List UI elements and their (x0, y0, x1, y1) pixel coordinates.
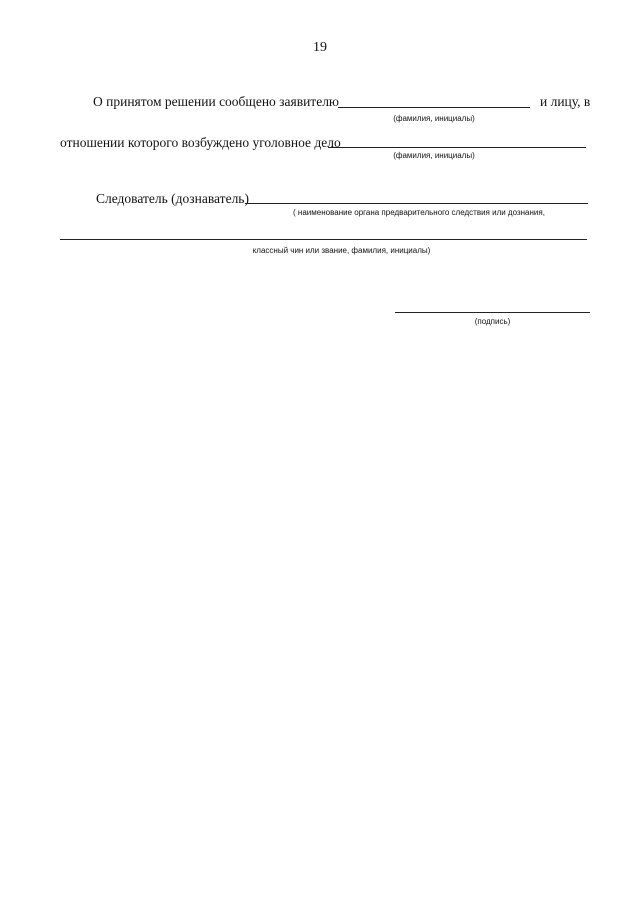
investigator-label: Следователь (дознаватель) (96, 191, 249, 206)
signature-field[interactable] (395, 312, 590, 313)
rank-name-field[interactable] (60, 239, 587, 240)
criminal-case-text: отношении которого возбуждено уголовное дело (60, 135, 341, 150)
notification-text: О принятом решении сообщено заявителю (93, 94, 340, 109)
investigator-field[interactable] (245, 203, 588, 204)
page-number: 19 (313, 40, 327, 55)
rank-name-caption: классный чин или звание, фамилия, инициалы) (252, 246, 431, 255)
signature-caption: (подпись) (474, 317, 511, 326)
applicant-name-field[interactable] (338, 107, 530, 108)
investigative-body-caption: ( наименование органа предварительного следствия или дознания, (293, 208, 545, 217)
accused-name-field[interactable] (328, 147, 586, 148)
notification-text-end: и лицу, в (540, 94, 591, 109)
accused-name-caption: (фамилия, инициалы) (393, 151, 475, 160)
applicant-name-caption: (фамилия, инициалы) (393, 114, 475, 123)
